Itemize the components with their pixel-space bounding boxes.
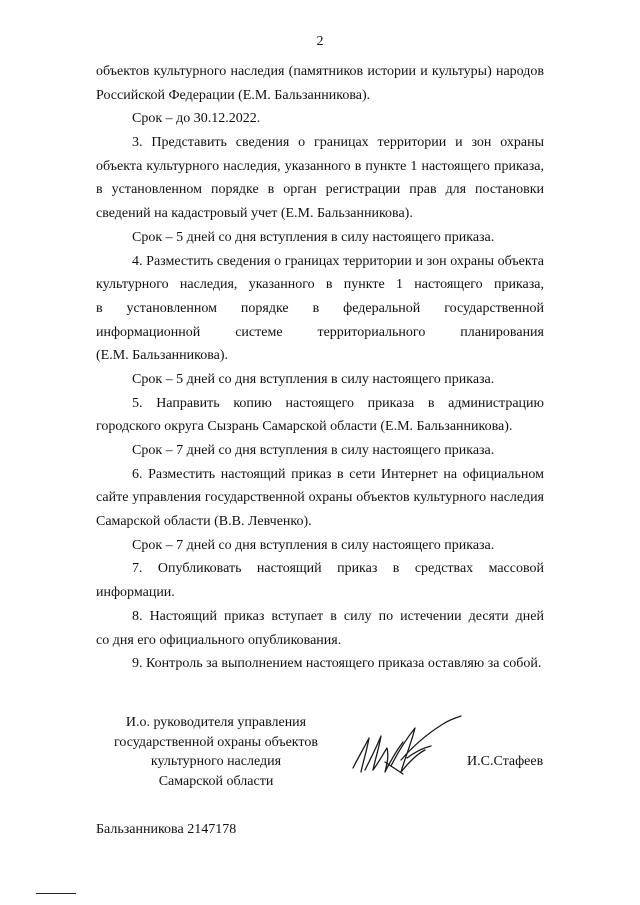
deadline-line: Срок – 7 дней со дня вступления в силу настоящего приказа. [132, 537, 495, 553]
text-line: информации. [96, 585, 175, 601]
text-line: Самарской области (В.В. Левченко). [96, 514, 312, 530]
text-line: в установленном порядке в орган регистрации прав для постановки [96, 182, 544, 198]
page-number: 2 [316, 34, 324, 49]
paragraph-6-start: 6. Разместить настоящий приказ в сети Интернет на официальном [132, 466, 544, 482]
position-line: государственной охраны объектов [114, 734, 318, 750]
signatory-position [96, 713, 336, 791]
position-line: культурного наследия [150, 754, 282, 769]
paragraph-5-start: 5. Направить копию настоящего приказа в администрацию [132, 395, 544, 411]
paragraph-7-start: 7. Опубликовать настоящий приказ в средствах массовой [132, 561, 544, 577]
footer-divider [36, 893, 76, 894]
position-line: Самарской области [158, 773, 274, 789]
paragraph-9: 9. Контроль за выполнением настоящего приказа оставляю за собой. [132, 656, 542, 672]
text-line: (Е.М. Бальзанникова). [96, 348, 229, 364]
executor-contact: Бальзанникова 2147178 [96, 822, 237, 837]
text-line: городского округа Сызрань Самарской области (Е.М. Бальзанникова). [96, 419, 513, 435]
text-line: Российской Федерации (Е.М. Бальзанникова). [96, 87, 371, 103]
text-line: объектов культурного наследия (памятников истории и культуры) народов [96, 64, 544, 79]
text-line: культурного наследия, указанного в пункте 1 настоящего приказа, [96, 277, 544, 293]
position-line: И.о. руководителя управления [125, 715, 307, 730]
text-line: объекта культурного наследия, указанного в пункте 1 настоящего приказа, [96, 158, 544, 174]
paragraph-8-start: 8. Настоящий приказ вступает в силу по истечении десяти дней [132, 608, 544, 624]
deadline-line: Срок – до 30.12.2022. [132, 111, 261, 127]
deadline-line: Срок – 7 дней со дня вступления в силу настоящего приказа. [132, 443, 495, 458]
paragraph-3-start: 3. Представить сведения о границах территории и зон охраны [132, 135, 544, 151]
text-line: в установленном порядке в федеральной государственной [96, 300, 544, 316]
text-line: сайте управления государственной охраны объектов культурного наследия [96, 490, 544, 506]
deadline-line: Срок – 5 дней со дня вступления в силу настоящего приказа. [132, 229, 495, 245]
deadline-line: Срок – 5 дней со дня вступления в силу настоящего приказа. [132, 371, 495, 387]
signer-name: И.С.Стафеев [467, 754, 544, 769]
document-body [96, 60, 544, 676]
paragraph-4-start: 4. Разместить сведения о границах территории и зон охраны объекта [132, 253, 544, 269]
handwritten-signature [345, 700, 465, 795]
text-line: сведений на кадастровый учет (Е.М. Бальзанникова). [96, 206, 413, 222]
text-line: со дня его официального опубликования. [96, 632, 342, 648]
text-line: информационной системе территориального планирования [96, 324, 544, 340]
